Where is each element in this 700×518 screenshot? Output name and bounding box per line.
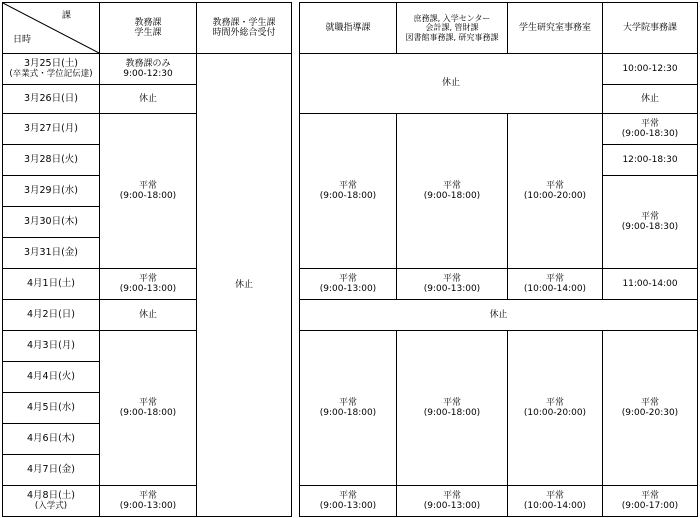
table-row — [3, 269, 698, 300]
corner-date-label: 日時 — [13, 34, 32, 45]
header-after-hours-line1: 教務課・学生課 — [212, 17, 276, 28]
kyomu-cell: 平常 (9:00-13:00) — [100, 486, 197, 517]
header-after-hours — [197, 3, 292, 54]
general-affairs-cell: 平常 (9:00-18:00) — [397, 331, 508, 486]
date-cell: 3月29日(水) — [3, 176, 100, 207]
table-row — [3, 486, 698, 517]
date-cell: 4月3日(月) — [3, 331, 100, 362]
table-row — [3, 300, 698, 331]
general-affairs-cell: 平常 (9:00-13:00) — [397, 486, 508, 517]
kyomu-cell: 休止 — [100, 85, 197, 114]
date-cell: 4月4日(火) — [3, 362, 100, 393]
table-row — [3, 331, 698, 362]
graduate-cell: 平常 (9:00-20:30) — [603, 331, 698, 486]
date-cell: 3月30日(木) — [3, 207, 100, 238]
date-cell: 3月28日(火) — [3, 145, 100, 176]
header-graduate: 大学院事務課 — [603, 3, 698, 54]
date-cell: 4月8日(土) (入学式) — [3, 486, 100, 517]
date-cell: 4月1日(土) — [3, 269, 100, 300]
header-row — [3, 3, 698, 54]
closed-block-0402: 休止 — [300, 300, 698, 331]
header-kyomu-label: 教務課 — [134, 17, 162, 28]
kyomu-cell: 休止 — [100, 300, 197, 331]
graduate-cell: 休止 — [603, 85, 698, 114]
header-student-lab: 学生研究室事務室 — [508, 3, 603, 54]
kyomu-cell: 平常 (9:00-18:00) — [100, 331, 197, 486]
header-general-affairs-line3: 図書館事務課, 研究事務課 — [405, 32, 499, 42]
after-hours-closed: 休止 — [197, 54, 292, 517]
header-career: 就職指導課 — [300, 3, 397, 54]
career-cell: 平常 (9:00-13:00) — [300, 486, 397, 517]
header-after-hours-line2: 時間外総合受付 — [212, 28, 276, 38]
general-affairs-cell: 平常 (9:00-18:00) — [397, 114, 508, 269]
kyomu-cell: 教務課のみ 9:00-12:30 — [100, 54, 197, 85]
date-cell: 3月27日(月) — [3, 114, 100, 145]
closed-block-top: 休止 — [300, 54, 603, 114]
graduate-cell: 平常 (9:00-18:30) — [603, 114, 698, 145]
career-cell: 平常 (9:00-13:00) — [300, 269, 397, 300]
career-cell: 平常 (9:00-18:00) — [300, 331, 397, 486]
student-lab-cell: 平常 (10:00-14:00) — [508, 269, 603, 300]
header-general-affairs — [397, 3, 508, 54]
graduate-cell: 平常 (9:00-18:30) — [603, 176, 698, 269]
date-cell: 4月5日(水) — [3, 393, 100, 424]
kyomu-cell: 平常 (9:00-18:00) — [100, 114, 197, 269]
table-row — [3, 54, 698, 85]
general-affairs-cell: 平常 (9:00-13:00) — [397, 269, 508, 300]
student-lab-cell: 平常 (10:00-20:00) — [508, 331, 603, 486]
header-kyomu-gakusei — [100, 3, 197, 54]
graduate-cell: 10:00-12:30 — [603, 54, 698, 85]
date-cell: 4月6日(木) — [3, 424, 100, 455]
table-row — [3, 114, 698, 145]
corner-department-label: 課 — [61, 11, 71, 21]
student-lab-cell: 平常 (10:00-14:00) — [508, 486, 603, 517]
schedule-table — [2, 2, 698, 517]
date-cell: 3月25日(土) (卒業式・学位記伝達) — [3, 54, 100, 85]
column-gap — [292, 3, 300, 517]
graduate-cell: 11:00-14:00 — [603, 269, 698, 300]
graduate-cell: 12:00-18:30 — [603, 145, 698, 176]
date-cell: 3月31日(金) — [3, 238, 100, 269]
date-cell: 3月26日(日) — [3, 85, 100, 114]
header-general-affairs-line2: 会計課, 管財課 — [425, 23, 479, 33]
diagonal-line — [3, 3, 99, 53]
kyomu-cell: 平常 (9:00-13:00) — [100, 269, 197, 300]
date-cell: 4月2日(日) — [3, 300, 100, 331]
header-general-affairs-line1: 庶務課, 入学センター — [413, 13, 491, 23]
student-lab-cell: 平常 (10:00-20:00) — [508, 114, 603, 269]
header-gakusei-label: 学生課 — [134, 28, 162, 38]
graduate-cell: 平常 (9:00-17:00) — [603, 486, 698, 517]
date-cell: 4月7日(金) — [3, 455, 100, 486]
corner-header — [3, 3, 100, 54]
career-cell: 平常 (9:00-18:00) — [300, 114, 397, 269]
